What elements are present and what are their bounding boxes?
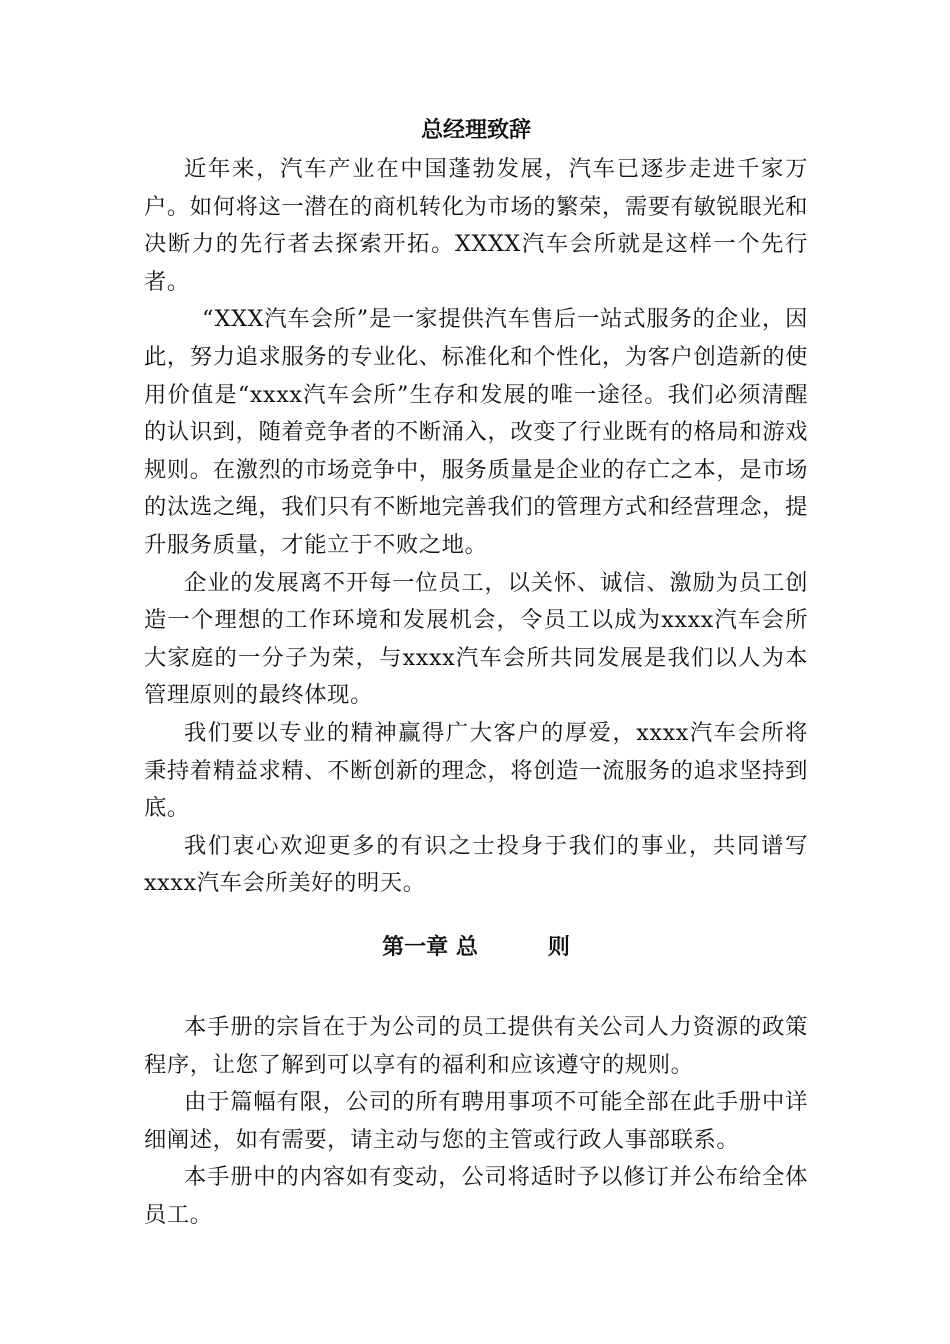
- chapter-1-title: [144, 933, 808, 963]
- welcome-body: [144, 151, 808, 903]
- welcome-title: 总经理致辞: [420, 118, 531, 143]
- welcome-paragraph-1: 近年来，汽车产业在中国蓬勃发展，汽车已逐步走进千家万户。如何将这一潜在的商机转化为市场的繁荣，需要有敏锐眼光和决断力的先行者去探索开拓。XXXX汽车会所就是这样一个先行者。: [144, 156, 809, 295]
- welcome-paragraph-4: 我们要以专业的精神赢得广大客户的厚爱，xxxx汽车会所将秉持着精益求精、不断创新的理念，将创造一流服务的追求坚持到底。: [144, 719, 809, 822]
- chapter-1-name-part-2: 则: [547, 935, 570, 960]
- chapter-1-paragraph-1: 本手册的宗旨在于为公司的员工提供有关公司人力资源的政策程序，让您了解到可以享有的福利和应该遵守的规则。: [144, 1014, 808, 1078]
- welcome-paragraph-2: “XXX汽车会所”是一家提供汽车售后一站式服务的企业，因此，努力追求服务的专业化、标准化和个性化，为客户创造新的使用价值是“xxxx汽车会所”生存和发展的唯一途径。我们必须清醒的认识到，随着竞争者的不断涌入，改变了行业既有的格局和游戏规则。在激烈的市场竞争中，服务质量是企业的存亡之本，是市场的汰选之绳，我们只有不断地完善我们的管理方式和经营理念，提升服务质量，才能立于不败之地。: [144, 306, 809, 558]
- chapter-1-number: 第一章: [382, 935, 449, 960]
- chapter-1-paragraph-2: 由于篇幅有限，公司的所有聘用事项不可能全部在此手册中详细阐述，如有需要，请主动与您的主管或行政人事部联系。: [144, 1089, 808, 1153]
- welcome-paragraph-3: 企业的发展离不开每一位员工，以关怀、诚信、激励为员工创造一个理想的工作环境和发展机会，令员工以成为xxxx汽车会所大家庭的一分子为荣，与xxxx汽车会所共同发展是我们以人为本管理原则的最终体现。: [144, 569, 808, 709]
- welcome-paragraph-5: 我们衷心欢迎更多的有识之士投身于我们的事业，共同谱写xxxx汽车会所美好的明天。: [144, 832, 808, 897]
- chapter-1-paragraph-3: 本手册中的内容如有变动，公司将适时予以修订并公布给全体员工。: [144, 1164, 808, 1228]
- chapter-1-body: [144, 1009, 808, 1235]
- chapter-1-name-part-1: 总: [455, 935, 478, 960]
